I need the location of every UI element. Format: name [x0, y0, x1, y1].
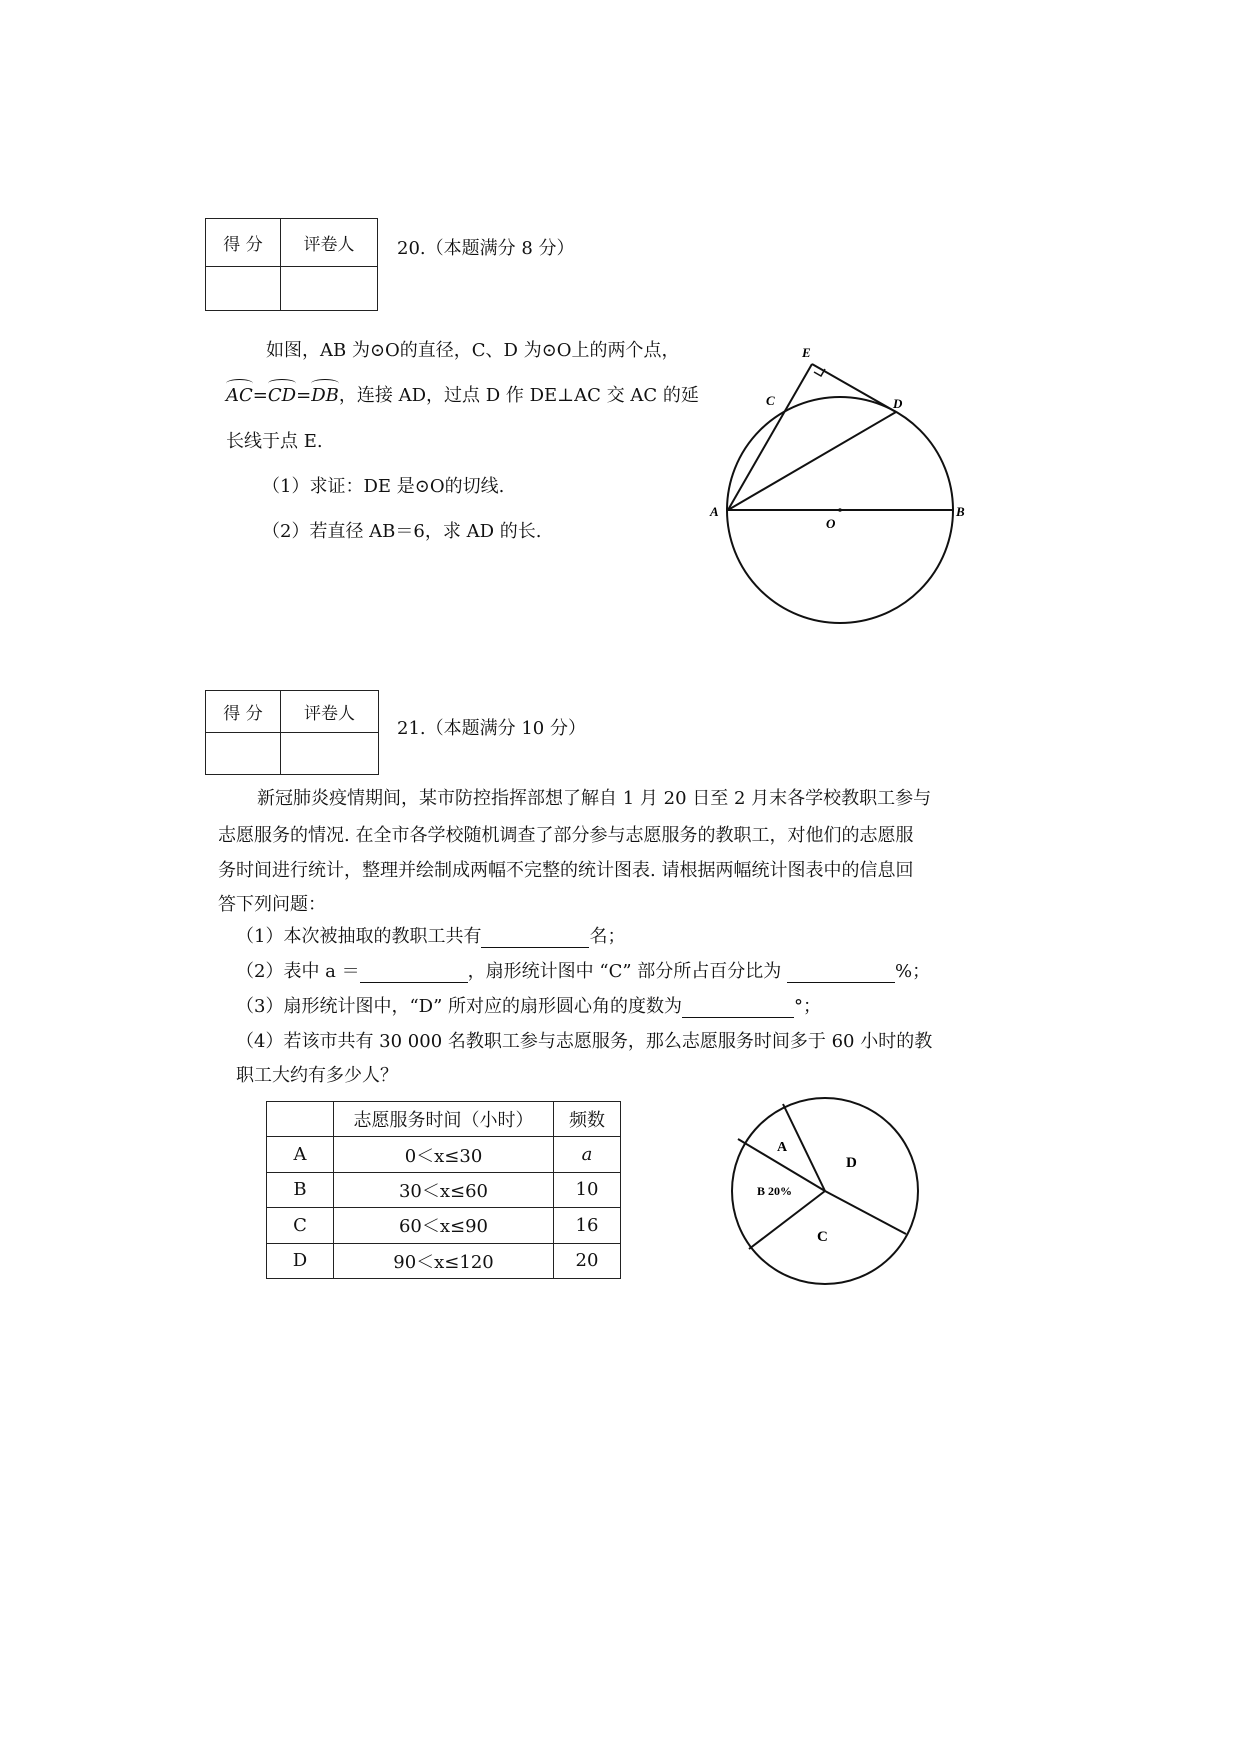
- q20-part1: （1）求证：DE 是⊙O的切线.: [262, 476, 505, 497]
- range-cell: 90＜x≤120: [334, 1243, 554, 1278]
- pie-divider-c-d: [825, 1191, 906, 1234]
- q21-part4: （4）若该市共有 30 000 名教职工参与志愿服务，那么志愿服务时间多于 60 小时的教: [236, 1031, 933, 1052]
- pie-label-c: C: [817, 1229, 828, 1245]
- q20-line1: 如图，AB 为⊙O的直径，C、D 为⊙O上的两个点，: [266, 340, 680, 361]
- label-b: B: [956, 504, 965, 519]
- pie-label-a: A: [777, 1140, 788, 1155]
- label-a: A: [710, 504, 719, 519]
- part2-suffix: %；: [895, 961, 931, 982]
- table-row: [267, 1172, 621, 1207]
- frequency-cell: a: [554, 1137, 621, 1172]
- range-cell: 0＜x≤30: [334, 1137, 554, 1172]
- q21-para-line: 新冠肺炎疫情期间，某市防控指挥部想了解自 1 月 20 日至 2 月末各学校教职工参与: [257, 788, 932, 809]
- q21-pie-chart: [732, 1098, 918, 1284]
- q21-part1: [236, 926, 625, 948]
- score-label: 得 分: [206, 219, 281, 267]
- line-ad: [728, 412, 896, 510]
- range-cell: 30＜x≤60: [334, 1172, 554, 1207]
- group-cell: D: [267, 1243, 334, 1278]
- group-cell: B: [267, 1172, 334, 1207]
- q20-part2: （2）若直径 AB＝6，求 AD 的长.: [262, 521, 542, 542]
- pie-divider-b-c: [749, 1191, 825, 1249]
- frequency-cell: 16: [554, 1208, 621, 1243]
- part3-text: （3）扇形统计图中，“D” 所对应的扇形圆心角的度数为: [236, 996, 683, 1017]
- q21-part2: [236, 961, 930, 983]
- pie-label-b: B 20%: [757, 1184, 793, 1198]
- q21-title: 21.（本题满分 10 分）: [397, 718, 586, 739]
- q21-para-line: 务时间进行统计，整理并绘制成两幅不完整的统计图表. 请根据两幅统计图表中的信息回: [218, 860, 914, 881]
- frequency-table: [266, 1101, 621, 1279]
- pie-label-d: D: [846, 1155, 857, 1171]
- answer-blank-2b[interactable]: [787, 964, 895, 983]
- table-row: [267, 1243, 621, 1278]
- table-row: [267, 1137, 621, 1172]
- label-c: C: [766, 393, 775, 408]
- range-cell: 60＜x≤90: [334, 1208, 554, 1243]
- part3-suffix: °；: [794, 996, 822, 1017]
- header-cell: [267, 1102, 334, 1137]
- label-e: E: [802, 345, 811, 360]
- center-point: [838, 508, 842, 512]
- equals: =: [252, 385, 268, 406]
- q21-part4-cont: 职工大约有多少人？: [236, 1065, 398, 1086]
- part1-suffix: 名；: [589, 926, 626, 947]
- q21-part3: [236, 996, 821, 1018]
- label-d: D: [893, 396, 903, 411]
- grader-label: 评卷人: [281, 219, 378, 267]
- arc-cd: CD: [267, 385, 297, 406]
- table-header-row: [267, 1102, 621, 1137]
- part2-mid: ，扇形统计图中 “C” 部分所占百分比为: [467, 961, 782, 982]
- q20-title: 20.（本题满分 8 分）: [397, 238, 575, 259]
- q20-line3: 长线于点 E.: [226, 431, 323, 452]
- grader-label: 评卷人: [281, 691, 379, 733]
- q20-line2-rest: ，连接 AD，过点 D 作 DE⊥AC 交 AC 的延: [338, 385, 699, 406]
- frequency-cell: 20: [554, 1243, 621, 1278]
- part2-text: （2）表中 a ＝: [236, 961, 360, 982]
- header-cell: 频数: [554, 1102, 621, 1137]
- part1-text: （1）本次被抽取的教职工共有: [236, 926, 482, 947]
- q21-score-box: [205, 690, 379, 775]
- group-cell: A: [267, 1137, 334, 1172]
- score-cell: [206, 733, 281, 775]
- equals: =: [296, 385, 312, 406]
- grader-cell: [281, 733, 379, 775]
- group-cell: C: [267, 1208, 334, 1243]
- table-row: [267, 1208, 621, 1243]
- answer-blank-2a[interactable]: [360, 964, 468, 983]
- arc-ac: AC: [226, 385, 253, 406]
- q21-para-line: 志愿服务的情况. 在全市各学校随机调查了部分参与志愿服务的教职工，对他们的志愿服: [218, 825, 914, 846]
- header-cell: 志愿服务时间（小时）: [334, 1102, 554, 1137]
- answer-blank-3[interactable]: [682, 999, 794, 1018]
- frequency-cell: 10: [554, 1172, 621, 1207]
- label-o: O: [826, 516, 836, 531]
- score-label: 得 分: [206, 691, 281, 733]
- answer-blank-1[interactable]: [481, 929, 589, 948]
- q21-para-line: 答下列问题：: [218, 894, 326, 915]
- arc-db: DB: [311, 385, 339, 406]
- line-ae: [728, 364, 812, 510]
